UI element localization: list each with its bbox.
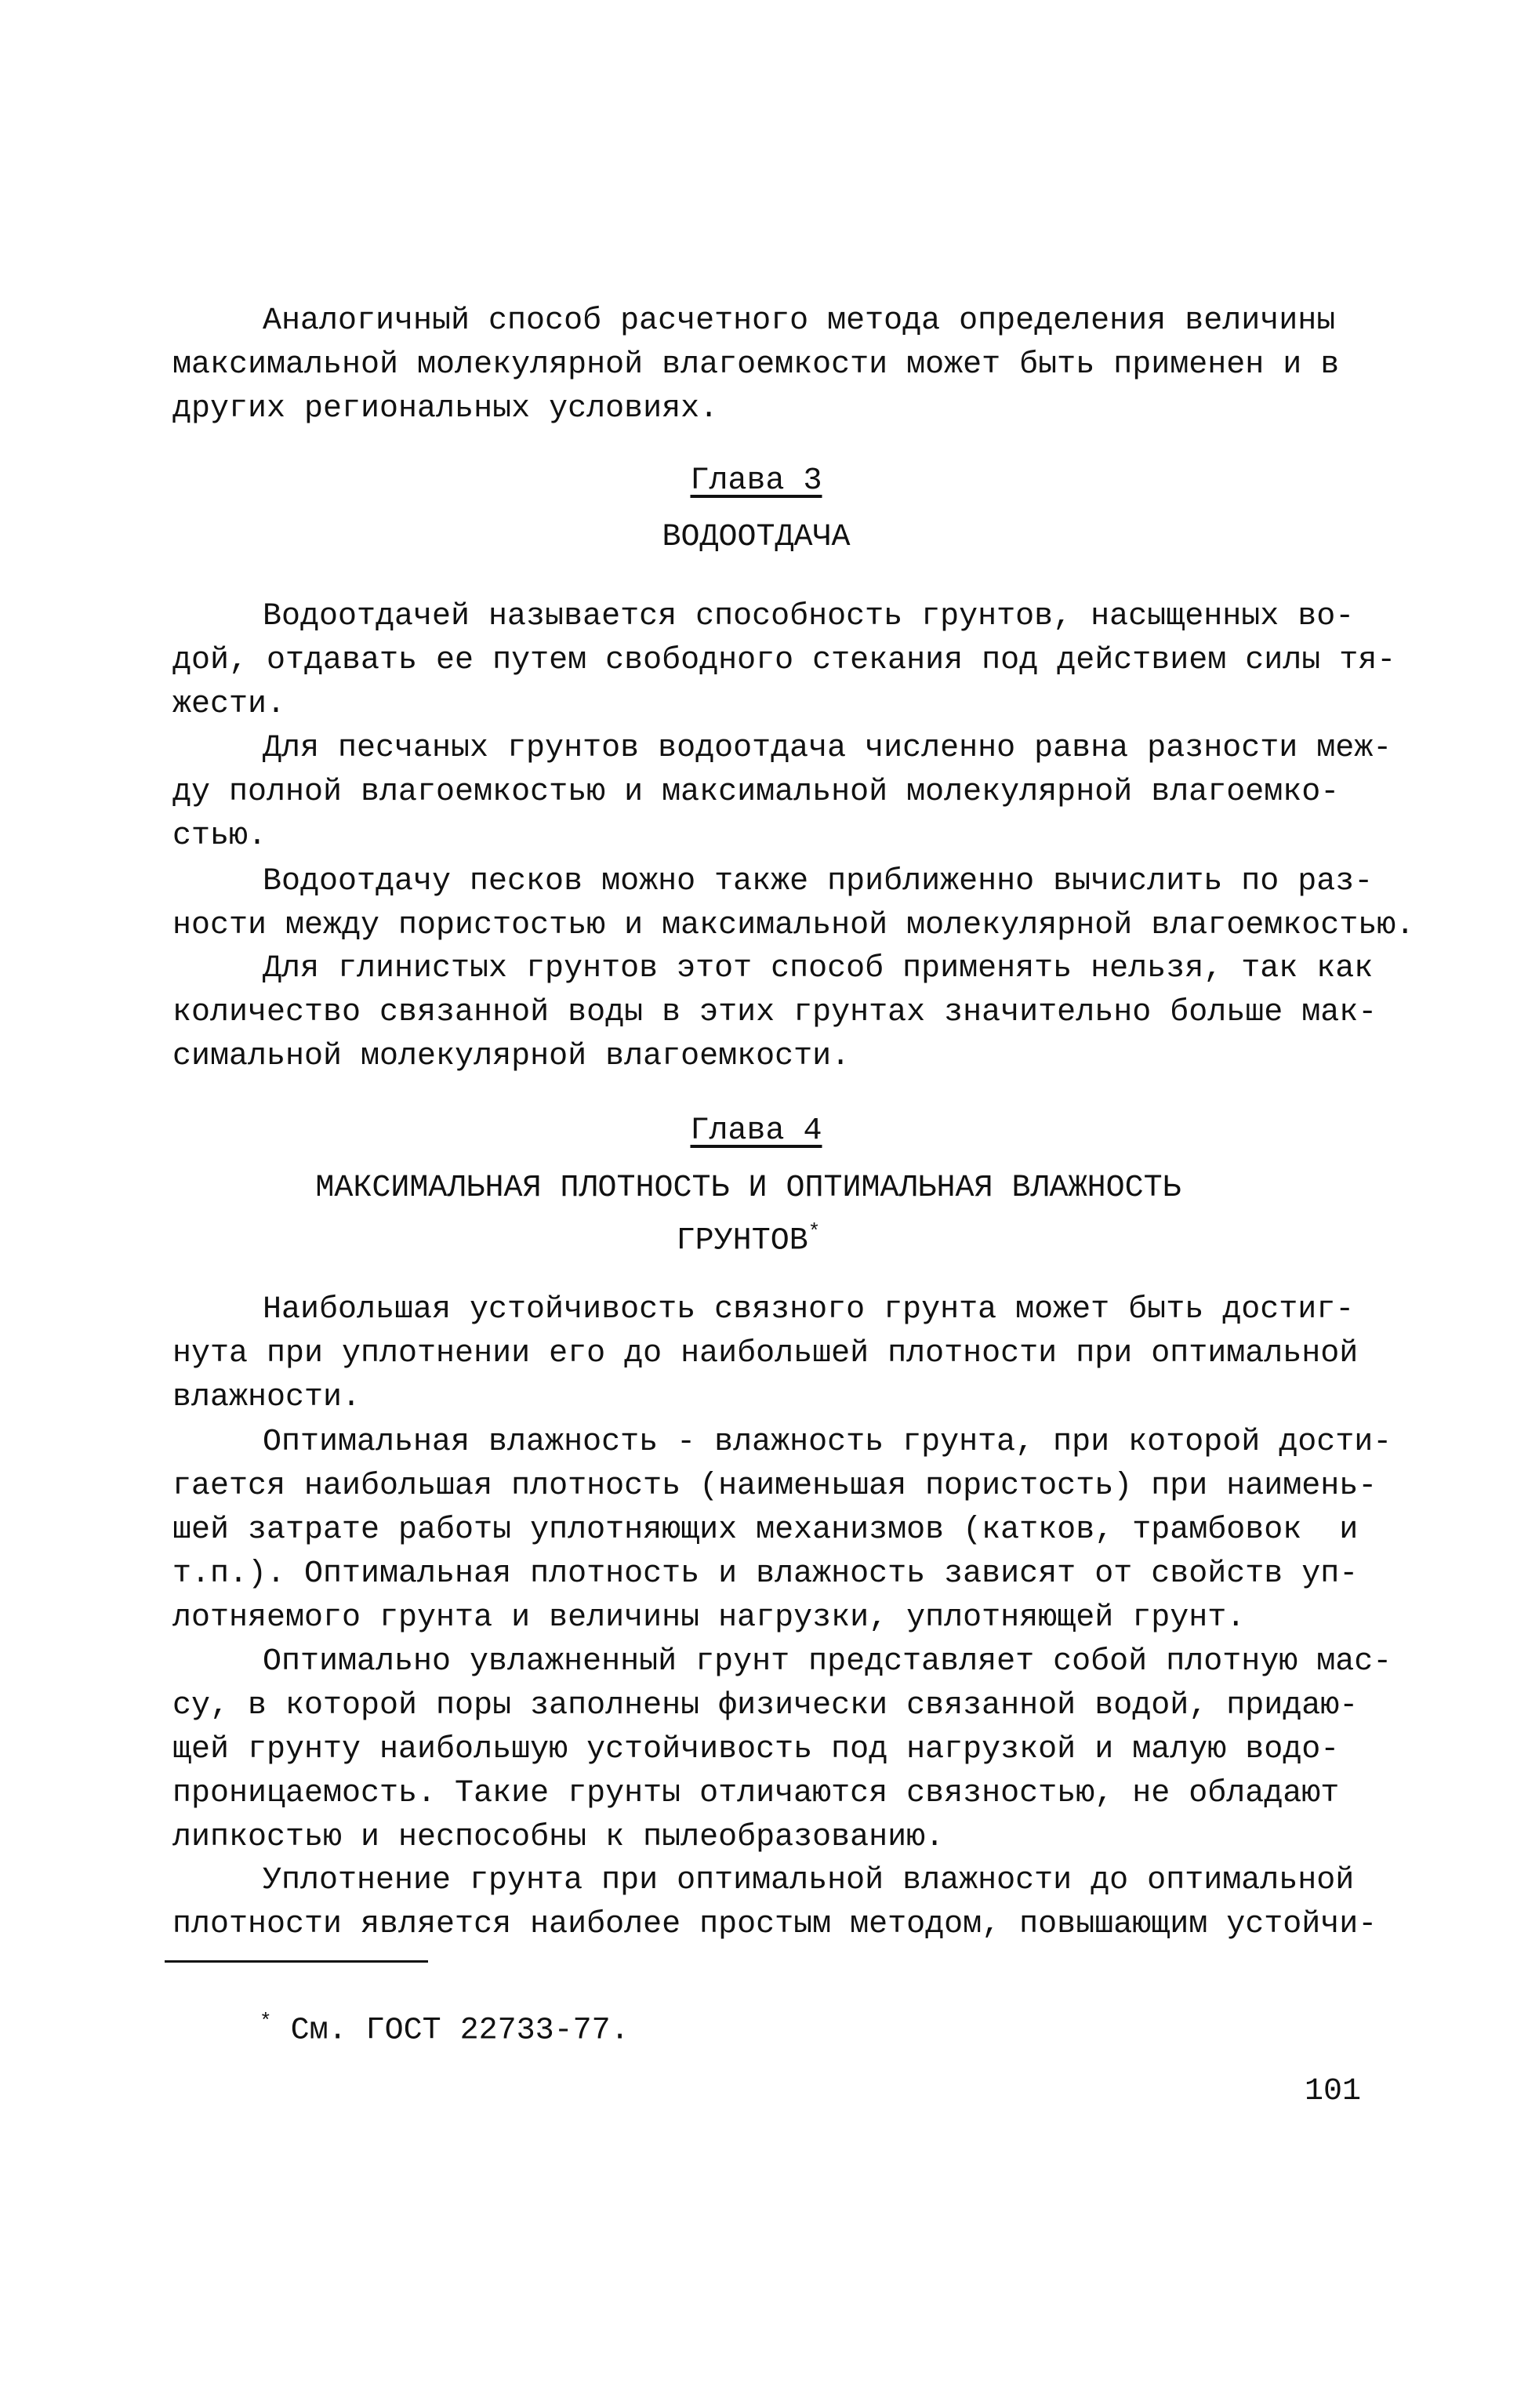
chapter-4-title-line2 (0, 1210, 1512, 1263)
text-line: су, в которой поры заполнены физически связанной водой, придаю- (172, 1688, 1359, 1723)
text-line: гается наибольшая плотность (наименьшая пористость) при наимень- (172, 1469, 1377, 1504)
text-line: Для песчаных грунтов водоотдача численно равна разности меж- (263, 731, 1392, 766)
paragraph (172, 860, 1415, 948)
text-line: Наибольшая устойчивость связного грунта может быть достиг- (263, 1292, 1355, 1327)
text-line: Оптимально увлажненный грунт представляет собой плотную мас- (263, 1644, 1392, 1680)
text-line: дой, отдавать ее путем свободного стекания под действием силы тя- (172, 643, 1396, 678)
paragraph (172, 300, 1364, 431)
chapter-4-label: Глава 4 (690, 1113, 822, 1149)
text-line: проницаемость. Такие грунты отличаются связностью, не обладают (172, 1776, 1340, 1811)
title-text: ГРУНТОВ (676, 1223, 808, 1259)
page-number: 101 (1305, 2074, 1362, 2109)
paragraph (172, 1640, 1392, 1860)
text-line: т.п.). Оптимальная плотность и влажность зависят от свойств уп- (172, 1556, 1359, 1592)
paragraph (172, 1859, 1377, 1947)
text-line: жести. (172, 687, 286, 722)
paragraph (172, 1421, 1392, 1640)
text-line: плотности является наиболее простым методом, повышающим устойчи- (172, 1907, 1377, 1942)
text-line: шей затрате работы уплотняющих механизмов (катков, трамбовок и (172, 1513, 1359, 1548)
paragraph (172, 727, 1392, 859)
text-line: Уплотнение грунта при оптимальной влажности до оптимальной (263, 1863, 1355, 1898)
text-line: липкостью и неспособны к пылеобразованию. (172, 1820, 945, 1855)
text-line: Аналогичный способ расчетного метода определения величины (263, 303, 1336, 339)
chapter-4-title-line1: МАКСИМАЛЬНАЯ ПЛОТНОСТЬ И ОПТИМАЛЬНАЯ ВЛАЖНОСТЬ (315, 1171, 1181, 1206)
text-line: Оптимальная влажность - влажность грунта, при которой дости- (263, 1425, 1392, 1460)
footnote-mark: * (808, 1220, 821, 1244)
text-line: ности между пористостью и максимальной молекулярной влагоемкостью. (172, 908, 1415, 943)
text-line: максимальной молекулярной влагоемкости может быть применен и в (172, 347, 1340, 383)
chapter-3-label: Глава 3 (690, 463, 822, 499)
text-line: других региональных условиях. (172, 391, 719, 427)
text-line: ду полной влагоемкостью и максимальной молекулярной влагоемко- (172, 775, 1340, 810)
text-line: Водоотдачу песков можно также приближенно вычислить по раз- (263, 864, 1374, 899)
paragraph (172, 947, 1377, 1079)
paragraph (172, 595, 1396, 727)
text-line: влажности. (172, 1380, 361, 1415)
text-line: симальной молекулярной влагоемкости. (172, 1039, 851, 1074)
footnote-divider (165, 1960, 428, 1963)
footnote-text: См. ГОСТ 22733-77. (271, 2013, 630, 2049)
text-line: щей грунту наибольшую устойчивость под нагрузкой и малую водо- (172, 1732, 1340, 1767)
text-line: нута при уплотнении его до наибольшей плотности при оптимальной (172, 1336, 1359, 1371)
text-line: лотняемого грунта и величины нагрузки, уплотняющей грунт. (172, 1600, 1246, 1636)
text-line: количество связанной воды в этих грунтах значительно больше мак- (172, 995, 1377, 1030)
chapter-3-title: ВОДООТДАЧА (662, 520, 851, 555)
footnote-mark: * (260, 2010, 272, 2033)
text-line: Водоотдачей называется способность грунтов, насыщенных во- (263, 599, 1355, 634)
text-line: стью. (172, 819, 267, 854)
text-line: Для глинистых грунтов этот способ применять нельзя, так как (263, 951, 1374, 986)
footnote (260, 1999, 630, 2053)
paragraph (172, 1288, 1364, 1420)
